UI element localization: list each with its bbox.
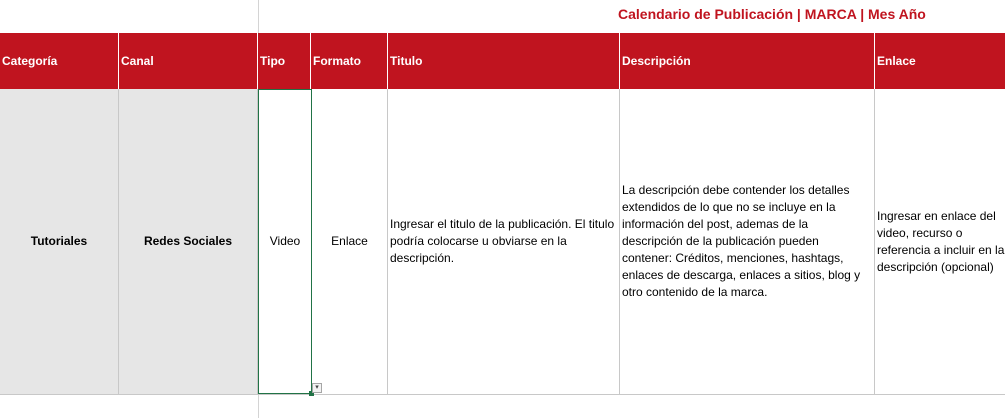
cell-tipo-text: Video <box>269 234 301 248</box>
title-row <box>0 0 1005 33</box>
cell-titulo[interactable] <box>388 89 620 394</box>
sheet-title[interactable]: Calendario de Publicación | MARCA | Mes Año <box>618 6 926 22</box>
cell-descripcion-text: La descripción debe contender los detalles extendidos de lo que no se incluye en la información del post, ademas de la descripción de la publicación pueden contener: Créditos, menciones, hashtags, enlaces de descarga, enlaces a sitios, blog y otro contenido de la marca. <box>622 183 861 299</box>
gridline <box>258 394 259 418</box>
header-enlace[interactable]: Enlace <box>877 54 916 68</box>
chevron-down-icon[interactable]: ▾ <box>312 383 322 393</box>
header-formato[interactable]: Formato <box>311 33 388 89</box>
cell-canal-text: Redes Sociales <box>143 234 233 248</box>
cell-descripcion[interactable] <box>620 89 875 394</box>
cell-categoria[interactable] <box>0 89 119 394</box>
header-tipo[interactable]: Tipo <box>258 33 311 89</box>
cell-formato-text: Enlace <box>331 234 368 248</box>
cell-titulo-text: Ingresar el titulo de la publicación. El titulo podría colocarse u obviarse en la descripción. <box>390 217 615 265</box>
cell-enlace-text: Ingresar en enlace del video, recurso o referencia a incluir en la descripción (opcional) <box>877 208 1005 274</box>
cell-formato[interactable] <box>312 89 388 394</box>
header-canal[interactable]: Canal <box>119 33 258 89</box>
header-row <box>0 33 1005 89</box>
cell-tipo[interactable] <box>258 89 312 394</box>
header-titulo[interactable]: Titulo <box>388 33 620 89</box>
cell-enlace[interactable] <box>875 89 1005 394</box>
cell-canal[interactable] <box>119 89 258 394</box>
header-descripcion[interactable]: Descripción <box>620 33 875 89</box>
header-categoria[interactable]: Categoría <box>0 33 119 89</box>
cell-categoria-text: Tutoriales <box>30 234 88 248</box>
table-row <box>0 89 1005 395</box>
